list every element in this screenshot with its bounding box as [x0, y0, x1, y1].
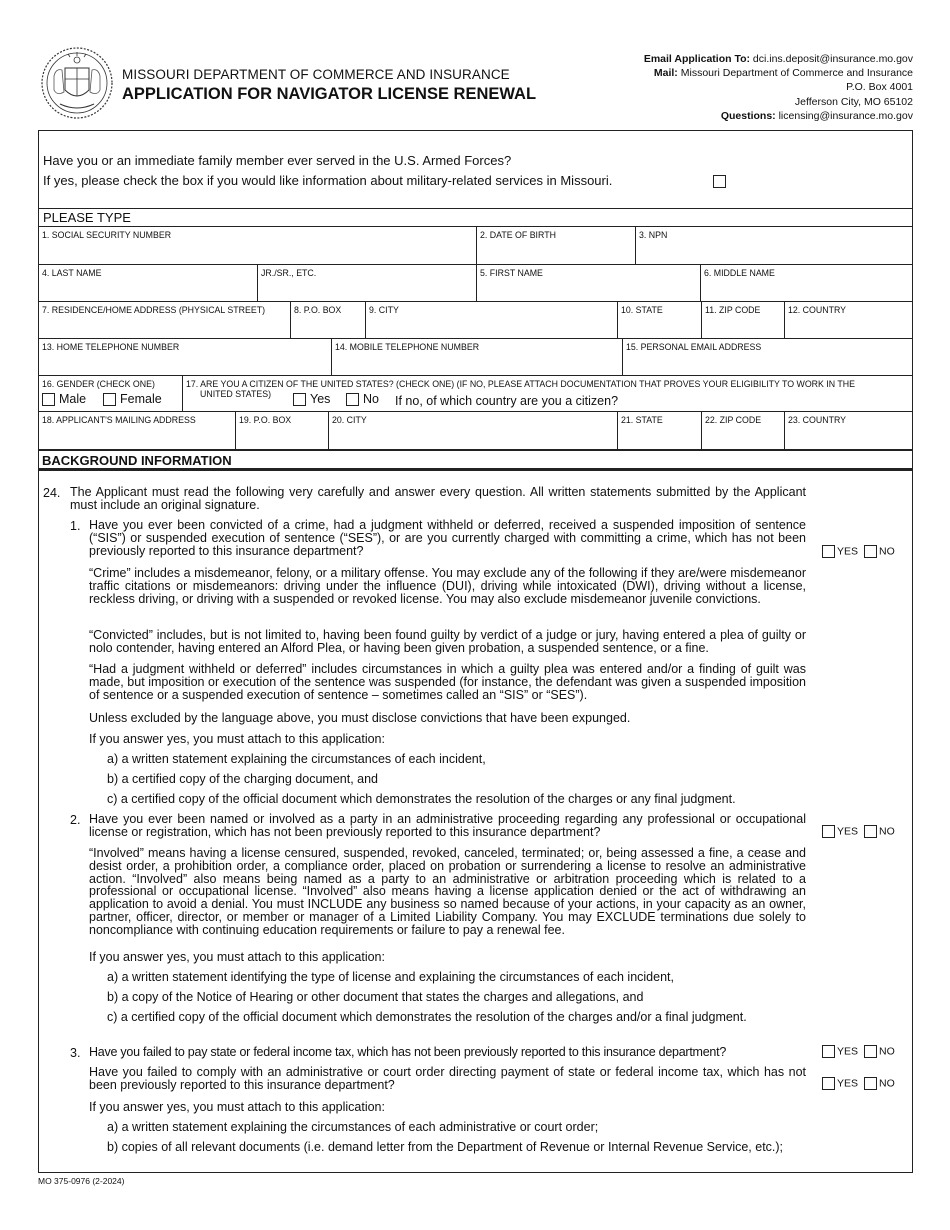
- home-phone-field[interactable]: [39, 339, 331, 375]
- first-name-field[interactable]: [476, 265, 700, 301]
- q3-text: Have you failed to pay state or federal income tax, which has not been previously reported to this insurance department?: [89, 1045, 727, 1059]
- q1-answer: [822, 545, 895, 558]
- q3b-yes-checkbox[interactable]: [822, 1077, 835, 1090]
- citizen-no-option[interactable]: [346, 392, 379, 406]
- q2-no-label: NO: [879, 825, 895, 838]
- questions-label: Questions:: [720, 109, 776, 122]
- background-heading-bar: [39, 451, 912, 471]
- questions-email: licensing@insurance.mo.gov: [778, 109, 913, 122]
- q1-attach-a: a) a written statement explaining the circumstances of each incident,: [107, 752, 486, 766]
- q2-attach-a: a) a written statement identifying the type of license and explaining the circumstances of each incident,: [107, 970, 674, 984]
- q1-attach-b: b) a certified copy of the charging document, and: [107, 772, 378, 786]
- gender-male-option[interactable]: [42, 392, 86, 406]
- state-label: 10. STATE: [621, 305, 663, 315]
- mailing-city-label: 20. CITY: [332, 415, 367, 425]
- country-field[interactable]: [784, 302, 914, 338]
- zip-code-field[interactable]: [701, 302, 784, 338]
- citizen-country-prompt: If no, of which country are you a citizen?: [395, 394, 619, 408]
- q1-attach-intro: If you answer yes, you must attach to this application:: [89, 732, 385, 746]
- q3-answer: [822, 1045, 895, 1058]
- q3-attach-intro: If you answer yes, you must attach to this application:: [89, 1100, 385, 1114]
- mailing-po-box-field[interactable]: [235, 412, 328, 449]
- gender-field: [39, 376, 182, 411]
- mail-line-3: Jefferson City, MO 65102: [794, 95, 913, 108]
- military-info-checkbox[interactable]: [713, 175, 726, 188]
- q1-attach-c: c) a certified copy of the official document which demonstrates the resolution of the charges or any final judgment.: [107, 792, 736, 806]
- suffix-label: JR./SR., ETC.: [261, 268, 317, 278]
- military-section: [39, 131, 912, 209]
- q3b-answer: [822, 1077, 895, 1090]
- please-type-label: PLEASE TYPE: [43, 210, 131, 225]
- mailing-country-label: 23. COUNTRY: [788, 415, 847, 425]
- mobile-phone-label: 14. MOBILE TELEPHONE NUMBER: [335, 342, 480, 352]
- q3b-no-checkbox[interactable]: [864, 1077, 877, 1090]
- q1-judgment-definition: “Had a judgment withheld or deferred” includes circumstances in which a guilty plea was entered and/or a finding of guilt was made, but imposition or execution of the sentence was suspended (for instance, the defendant was given a suspended imposition of sentence or a suspended execution of sentence – sometimes called an “SIS” or “SES”).: [89, 662, 806, 702]
- citizen-yes-option[interactable]: [293, 392, 330, 406]
- country-label: 12. COUNTRY: [788, 305, 847, 315]
- middle-name-field[interactable]: [700, 265, 914, 301]
- q3-number: 3.: [70, 1046, 81, 1060]
- mailing-city-field[interactable]: [328, 412, 617, 449]
- q2-attach-b: b) a copy of the Notice of Hearing or other document that states the charges and allegations, and: [107, 990, 644, 1004]
- email-field[interactable]: [622, 339, 914, 375]
- first-name-label: 5. FIRST NAME: [480, 268, 543, 278]
- q1-no-checkbox[interactable]: [864, 545, 877, 558]
- q3-yes-label: YES: [837, 1045, 859, 1058]
- middle-name-label: 6. MIDDLE NAME: [704, 268, 775, 278]
- ssn-label: 1. SOCIAL SECURITY NUMBER: [42, 230, 172, 240]
- state-field[interactable]: [617, 302, 701, 338]
- form-row-2: [39, 265, 912, 302]
- background-heading: BACKGROUND INFORMATION: [42, 453, 232, 468]
- email-field-label: 15. PERSONAL EMAIL ADDRESS: [626, 342, 762, 352]
- q2-answer: [822, 825, 895, 838]
- zip-code-label: 11. ZIP CODE: [705, 305, 761, 315]
- q1-yes-checkbox[interactable]: [822, 545, 835, 558]
- citizen-no-label: No: [363, 392, 379, 406]
- citizen-yes-checkbox[interactable]: [293, 393, 306, 406]
- q2-attach-c: c) a certified copy of the official document which demonstrates the resolution of the charges and/or a final judgment.: [107, 1010, 747, 1024]
- military-followup: If yes, please check the box if you would like information about military-related services in Missouri.: [43, 173, 613, 188]
- email-address: dci.ins.deposit@insurance.mo.gov: [752, 53, 913, 65]
- email-label: Email Application To:: [643, 53, 750, 65]
- mailing-country-field[interactable]: [784, 412, 914, 449]
- mail-line-2: P.O. Box 4001: [846, 81, 913, 94]
- citizenship-label-line-1: 17. ARE YOU A CITIZEN OF THE UNITED STATES? (CHECK ONE) (IF NO, PLEASE ATTACH DOCUMENTATION THAT PROVES YOUR ELIGIBILITY TO WORK IN THE: [186, 379, 856, 389]
- application-form: [38, 130, 913, 1173]
- last-name-label: 4. LAST NAME: [42, 268, 102, 278]
- mailing-state-label: 21. STATE: [621, 415, 663, 425]
- q3-yes-checkbox[interactable]: [822, 1045, 835, 1058]
- q2-involved-definition: “Involved” means having a license censured, suspended, revoked, canceled, terminated; or, being assessed a fine, a cease and desist order, a prohibition order, a compliance order, placed on probation or surrendering a license to resolve an administrative action. “Involved” also means being named as a party to an administrative or arbitration proceeding which is related to a professional or occupational license. “Involved” also means having a license application denied or the act of withdrawing an application to avoid a denial. You must INCLUDE any business so named because of your actions, in your capacity as an owner, partner, officer, director, or member or manager of a Limited Liability Company. You may EXCLUDE terminations due solely to noncompliance with continuing education requirements or failure to pay a renewal fee.: [89, 846, 806, 937]
- please-type-bar: [39, 209, 912, 227]
- home-phone-label: 13. HOME TELEPHONE NUMBER: [42, 342, 180, 352]
- city-field[interactable]: [365, 302, 617, 338]
- ssn-field[interactable]: [39, 227, 476, 264]
- q3-no-label: NO: [879, 1045, 895, 1058]
- page-title: APPLICATION FOR NAVIGATOR LICENSE RENEWAL: [122, 85, 537, 103]
- q2-attach-intro: If you answer yes, you must attach to this application:: [89, 950, 385, 964]
- military-question: Have you or an immediate family member ever served in the U.S. Armed Forces?: [43, 153, 512, 168]
- dob-field[interactable]: [476, 227, 635, 264]
- mailing-zip-field[interactable]: [701, 412, 784, 449]
- npn-field[interactable]: [635, 227, 914, 264]
- q1-text: Have you ever been convicted of a crime, had a judgment withheld or deferred, received a suspended imposition of sentence (“SIS”) or suspended execution of sentence (“SES”), or are you currently charged with committing a crime, which has not been previously reported to this insurance department?: [89, 518, 806, 558]
- form-row-5: [39, 376, 912, 412]
- dob-label: 2. DATE OF BIRTH: [480, 230, 556, 240]
- q1-convicted-definition: “Convicted” includes, but is not limited to, having been found guilty by verdict of a judge or jury, having entered a plea of guilty or nolo contender, having entered an Alford Plea, or having been given probation, a suspended sentence, or a fine.: [89, 628, 806, 655]
- mailing-zip-label: 22. ZIP CODE: [705, 415, 762, 425]
- q2-text: Have you ever been named or involved as a party in an administrative proceeding regarding any professional or occupational license or registration, which has not been previously reported to this insurance department?: [89, 812, 806, 839]
- female-label: Female: [120, 392, 162, 406]
- q3-attach-a: a) a written statement explaining the circumstances of each administrative or court order;: [107, 1120, 599, 1134]
- q2-yes-checkbox[interactable]: [822, 825, 835, 838]
- q2-number: 2.: [70, 813, 81, 827]
- mailing-address-field[interactable]: [39, 412, 235, 449]
- q1-expunged-note: Unless excluded by the language above, you must disclose convictions that have been expunged.: [89, 711, 631, 725]
- city-label: 9. CITY: [369, 305, 399, 315]
- form-row-6: [39, 412, 912, 449]
- citizen-no-checkbox[interactable]: [346, 393, 359, 406]
- last-name-field[interactable]: [39, 265, 257, 301]
- q24-number: 24.: [43, 486, 61, 500]
- form-number: MO 375-0976 (2-2024): [38, 1176, 125, 1186]
- department-name: MISSOURI DEPARTMENT OF COMMERCE AND INSURANCE: [122, 67, 510, 82]
- male-label: Male: [59, 392, 87, 406]
- residence-address-field[interactable]: [39, 302, 290, 338]
- q3b-no-label: NO: [879, 1077, 895, 1090]
- contact-block: [644, 52, 913, 123]
- suffix-field[interactable]: [257, 265, 476, 301]
- gender-female-option[interactable]: [103, 392, 162, 406]
- citizenship-field: [182, 376, 914, 411]
- residence-address-label: 7. RESIDENCE/HOME ADDRESS (PHYSICAL STREET): [42, 305, 266, 315]
- q24-text: The Applicant must read the following very carefully and answer every question. All written statements submitted by the Applicant must include an original signature.: [70, 485, 806, 512]
- q1-no-label: NO: [879, 545, 895, 558]
- state-seal-icon: [40, 46, 114, 120]
- q3b-yes-label: YES: [837, 1077, 859, 1090]
- mail-line-1: Missouri Department of Commerce and Insurance: [680, 67, 913, 80]
- form-row-1: [39, 227, 912, 265]
- q3-no-checkbox[interactable]: [864, 1045, 877, 1058]
- q2-no-checkbox[interactable]: [864, 825, 877, 838]
- q2-yes-label: YES: [837, 825, 859, 838]
- q3-text-2: Have you failed to comply with an administrative or court order directing payment of state or federal income tax, which has not been previously reported to this insurance department?: [89, 1065, 806, 1092]
- page-header: [38, 44, 913, 124]
- q1-yes-label: YES: [837, 545, 859, 558]
- po-box-label: 8. P.O. BOX: [294, 305, 342, 315]
- citizenship-label-line-2: UNITED STATES): [200, 389, 272, 399]
- form-row-4: [39, 339, 912, 376]
- mailing-address-label: 18. APPLICANT'S MAILING ADDRESS: [42, 415, 196, 425]
- citizen-yes-label: Yes: [310, 392, 331, 406]
- mail-label: Mail:: [653, 67, 678, 80]
- male-checkbox[interactable]: [42, 393, 55, 406]
- mailing-po-box-label: 19. P.O. BOX: [239, 415, 292, 425]
- npn-label: 3. NPN: [639, 230, 668, 240]
- po-box-field[interactable]: [290, 302, 365, 338]
- form-row-3: [39, 302, 912, 339]
- q1-number: 1.: [70, 519, 81, 533]
- q1-crime-definition: “Crime” includes a misdemeanor, felony, or a military offense. You may exclude any of the following if they are/were misdemeanor traffic citations or misdemeanors: driving under the influence (DUI), driving while intoxicated (DWI), driving without a license, reckless driving, or driving with a suspended or revoked license. You may also exclude misdemeanor juvenile convictions.: [89, 566, 806, 606]
- gender-label: 16. GENDER (CHECK ONE): [42, 379, 155, 389]
- female-checkbox[interactable]: [103, 393, 116, 406]
- mailing-state-field[interactable]: [617, 412, 701, 449]
- mobile-phone-field[interactable]: [331, 339, 622, 375]
- q3-attach-b: b) copies of all relevant documents (i.e. demand letter from the Department of Revenue or Internal Revenue Service, etc.);: [107, 1140, 784, 1154]
